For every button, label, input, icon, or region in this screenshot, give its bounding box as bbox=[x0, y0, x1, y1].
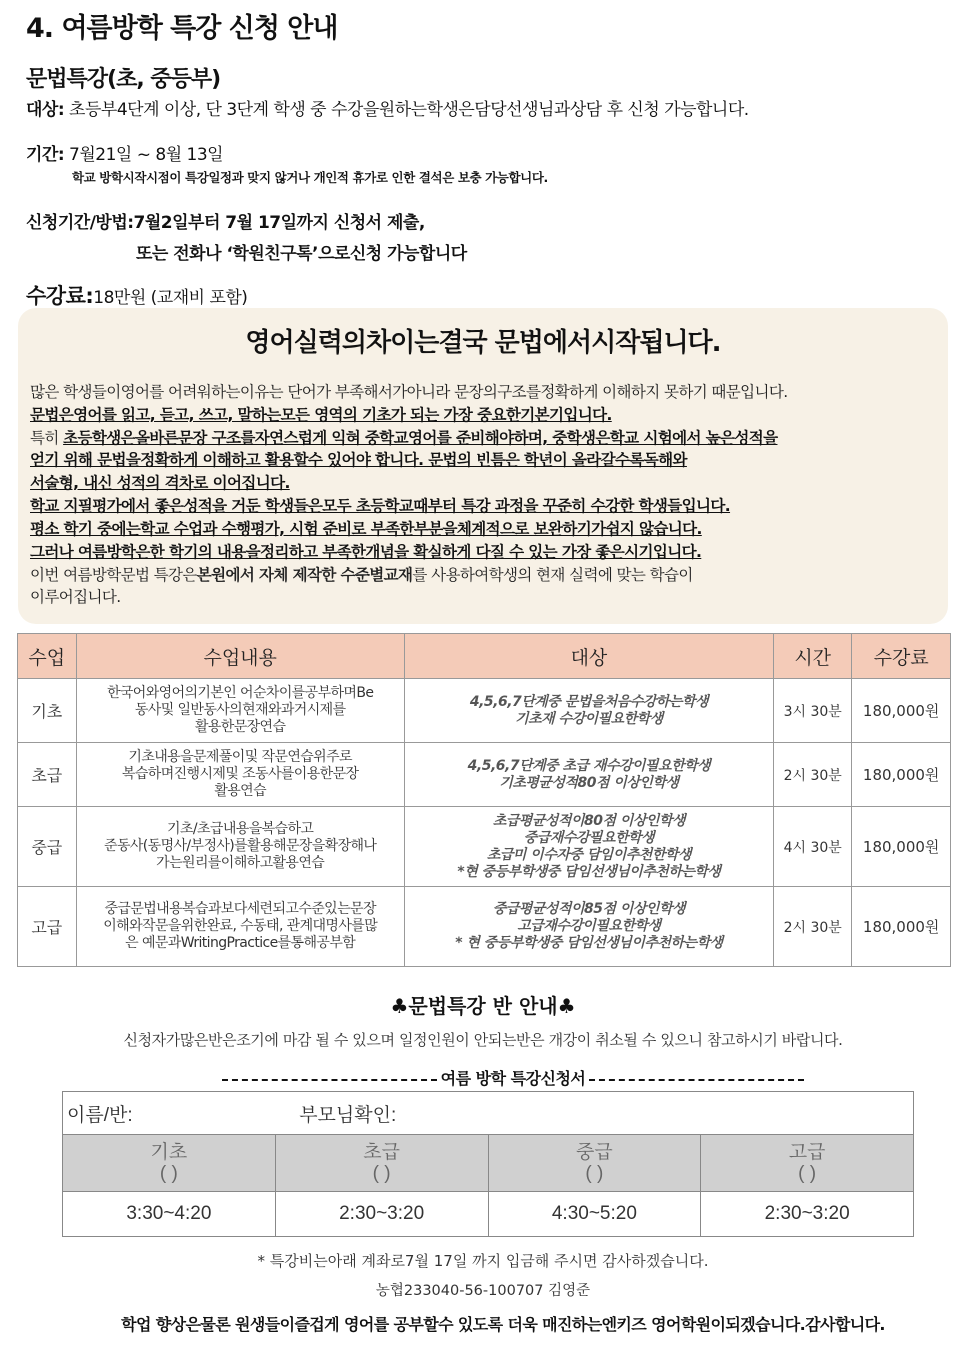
table-row bbox=[18, 679, 951, 743]
fee-label: 수강료: bbox=[26, 284, 94, 308]
apply-label: 신청기간/방법: bbox=[26, 213, 134, 233]
class-guide-note: 신청자가많은반은조기에 마감 될 수 있으며 일정인원이 안되는반은 개강이 취소될 수 있으니 참고하시기 바랍니다. bbox=[123, 1031, 843, 1049]
time-advanced: 2:30~3:20 bbox=[701, 1192, 914, 1237]
period-line bbox=[26, 140, 223, 165]
fee-line bbox=[26, 280, 247, 310]
intro-line-6: 학교 지필평가에서 좋은성적을 거둔 학생들은모두 초등학교때부터 특강 과정을 꾸준히 수강한 학생들입니다. bbox=[30, 497, 731, 515]
intro-line-1: 많은 학생들이영어를 어려워하는이유는 단어가 부족해서가아니라 문장의구조를정확하게 이해하지 못하기 때문입니다. bbox=[30, 383, 788, 401]
closing-message: 학업 향상은물론 원생들이즐겁게 영어를 공부할수 있도록 더욱 매진하는엔키즈 영어학원이되겠습니다.감사합니다. bbox=[121, 1315, 885, 1334]
level-cell: 고급 bbox=[18, 887, 77, 967]
name-class-label: 이름/반: bbox=[67, 1104, 133, 1126]
table-row bbox=[18, 743, 951, 807]
fee-cell: 180,000원 bbox=[852, 679, 951, 743]
period-value: 7월21일 ~ 8월 13일 bbox=[64, 145, 224, 165]
content-cell: 한국어와영어의기본인 어순차이를공부하며Be 동사및 일반동사의현재와과거시제를 활용한문장연습 bbox=[76, 679, 404, 743]
target-cell: 초급평균성적이80점 이상인학생 중급재수강필요한학생 초급미 이수자중 담임이추천한학생 *현 중등부학생중 담임선생님이추천하는학생 bbox=[404, 807, 773, 887]
application-form bbox=[62, 1091, 914, 1237]
time-cell: 4시 30분 bbox=[774, 807, 852, 887]
col-fee-header: 수강료 bbox=[852, 634, 951, 679]
dashed-rule-left bbox=[222, 1079, 437, 1081]
fee-value: 18만원 (교재비 포함) bbox=[93, 288, 248, 308]
target-cell: 4,5,6,7단계중 문법을처음수강하는학생 기초재 수강이필요한학생 bbox=[404, 679, 773, 743]
period-note: 학교 방학시작시점이 특강일정과 맞지 않거나 개인적 휴가로 인한 결석은 보충 가능합니다. bbox=[72, 170, 548, 185]
intro-line-4: 얻기 위해 문법을정확하게 이해하고 활용할수 있어야 합니다. 문법의 빈틈은 학년이 올라갈수록독해와 bbox=[30, 451, 687, 469]
level-choice-basic[interactable]: 기초 ( ) bbox=[63, 1135, 276, 1192]
level-choice-row bbox=[63, 1135, 914, 1192]
course-table bbox=[17, 633, 951, 967]
class-guide-title: ♣문법특강 반 안내♣ bbox=[390, 994, 576, 1018]
intro-line-8: 그러나 여름방학은한 학기의 내용을정리하고 부족한개념을 확실하게 다질 수 있는 가장 좋은시기입니다. bbox=[30, 543, 702, 561]
content-cell: 기초/초급내용을복습하고 준동사(동명사/부정사)를활용해문장을확장해나 가는원리를이해하고활용연습 bbox=[76, 807, 404, 887]
apply-value-2: 또는 전화나 ‘학원친구톡’으로신청 가능합니다 bbox=[136, 244, 467, 264]
target-cell: 중급평균성적이85점 이상인학생 고급재수강이필요한학생 * 현 중등부학생중 담임선생님이추천하는학생 bbox=[404, 887, 773, 967]
target-line bbox=[26, 95, 749, 120]
intro-line-3: 특히 초등학생은올바른문장 구조를자연스럽게 익혀 중학교영어를 준비해야하며, 중학생은학교 시험에서 높은성적을 bbox=[30, 429, 778, 447]
name-parent-field[interactable] bbox=[63, 1092, 914, 1135]
time-row bbox=[63, 1192, 914, 1237]
level-choice-advanced[interactable]: 고급 ( ) bbox=[701, 1135, 914, 1192]
time-cell: 2시 30분 bbox=[774, 887, 852, 967]
fee-cell: 180,000원 bbox=[852, 743, 951, 807]
target-label: 대상: bbox=[26, 100, 65, 120]
period-label: 기간: bbox=[26, 145, 65, 165]
intro-line-5: 서술형, 내신 성적의 격차로 이어집니다. bbox=[30, 474, 290, 492]
dashed-rule-right bbox=[589, 1079, 804, 1081]
target-value: 초등부4단계 이상, 단 3단계 학생 중 수강을원하는학생은담당선생님과상담 후 신청 가능합니다. bbox=[64, 100, 749, 120]
table-row bbox=[18, 807, 951, 887]
apply-value: 7월2일부터 7월 17일까지 신청서 제출, bbox=[133, 213, 425, 233]
apply-line bbox=[26, 208, 425, 233]
level-choice-intermediate[interactable]: 중급 ( ) bbox=[488, 1135, 701, 1192]
section-subtitle: 문법특강(초, 중등부) bbox=[26, 67, 221, 92]
fee-cell: 180,000원 bbox=[852, 887, 951, 967]
intro-box bbox=[18, 308, 948, 624]
time-basic: 3:30~4:20 bbox=[63, 1192, 276, 1237]
level-cell: 기초 bbox=[18, 679, 77, 743]
content-cell: 중급문법내용복습과보다세련되고수준있는문장 이해와작문을위한완료, 수동태, 관계대명사를많 은 예문과WritingPractice를통해공부함 bbox=[76, 887, 404, 967]
level-cell: 중급 bbox=[18, 807, 77, 887]
intro-heading: 영어실력의차이는결국 문법에서시작됩니다. bbox=[245, 328, 721, 358]
intro-line-2: 문법은영어를 읽고, 듣고, 쓰고, 말하는모든 영역의 기초가 되는 가장 중요한기본기입니다. bbox=[30, 406, 612, 424]
time-intermediate: 4:30~5:20 bbox=[488, 1192, 701, 1237]
time-beginner: 2:30~3:20 bbox=[275, 1192, 488, 1237]
page-title: 4. 여름방학 특강 신청 안내 bbox=[26, 13, 338, 44]
payment-note: * 특강비는아래 계좌로7월 17일 까지 입금해 주시면 감사하겠습니다. bbox=[257, 1252, 709, 1270]
intro-line-10: 이루어집니다. bbox=[30, 588, 121, 606]
col-content-header: 수업내용 bbox=[76, 634, 404, 679]
table-row bbox=[18, 887, 951, 967]
level-cell: 초급 bbox=[18, 743, 77, 807]
content-cell: 기초내용을문제풀이및 작문연습위주로 복습하며진행시제및 조동사를이용한문장 활용연습 bbox=[76, 743, 404, 807]
parent-check-label: 부모님확인: bbox=[299, 1104, 397, 1126]
col-time-header: 시간 bbox=[774, 634, 852, 679]
bank-account: 농협233040-56-100707 김영준 bbox=[375, 1283, 591, 1299]
time-cell: 3시 30분 bbox=[774, 679, 852, 743]
name-row bbox=[63, 1092, 914, 1135]
col-target-header: 대상 bbox=[404, 634, 773, 679]
intro-line-7: 평소 학기 중에는학교 수업과 수행평가, 시험 준비로 부족한부분을체계적으로 보완하기가쉽지 않습니다. bbox=[30, 520, 702, 538]
form-heading bbox=[0, 1066, 966, 1089]
course-table-header bbox=[18, 634, 951, 679]
time-cell: 2시 30분 bbox=[774, 743, 852, 807]
level-choice-beginner[interactable]: 초급 ( ) bbox=[275, 1135, 488, 1192]
fee-cell: 180,000원 bbox=[852, 807, 951, 887]
form-title: 여름 방학 특강신청서 bbox=[440, 1069, 586, 1088]
target-cell: 4,5,6,7단계중 초급 재수강이필요한학생 기초평균성적80점 이상인학생 bbox=[404, 743, 773, 807]
intro-line-9: 이번 여름방학문법 특강은본원에서 자체 제작한 수준별교재를 사용하여학생의 현재 실력에 맞는 학습이 bbox=[30, 566, 693, 584]
col-level-header: 수업 bbox=[18, 634, 77, 679]
